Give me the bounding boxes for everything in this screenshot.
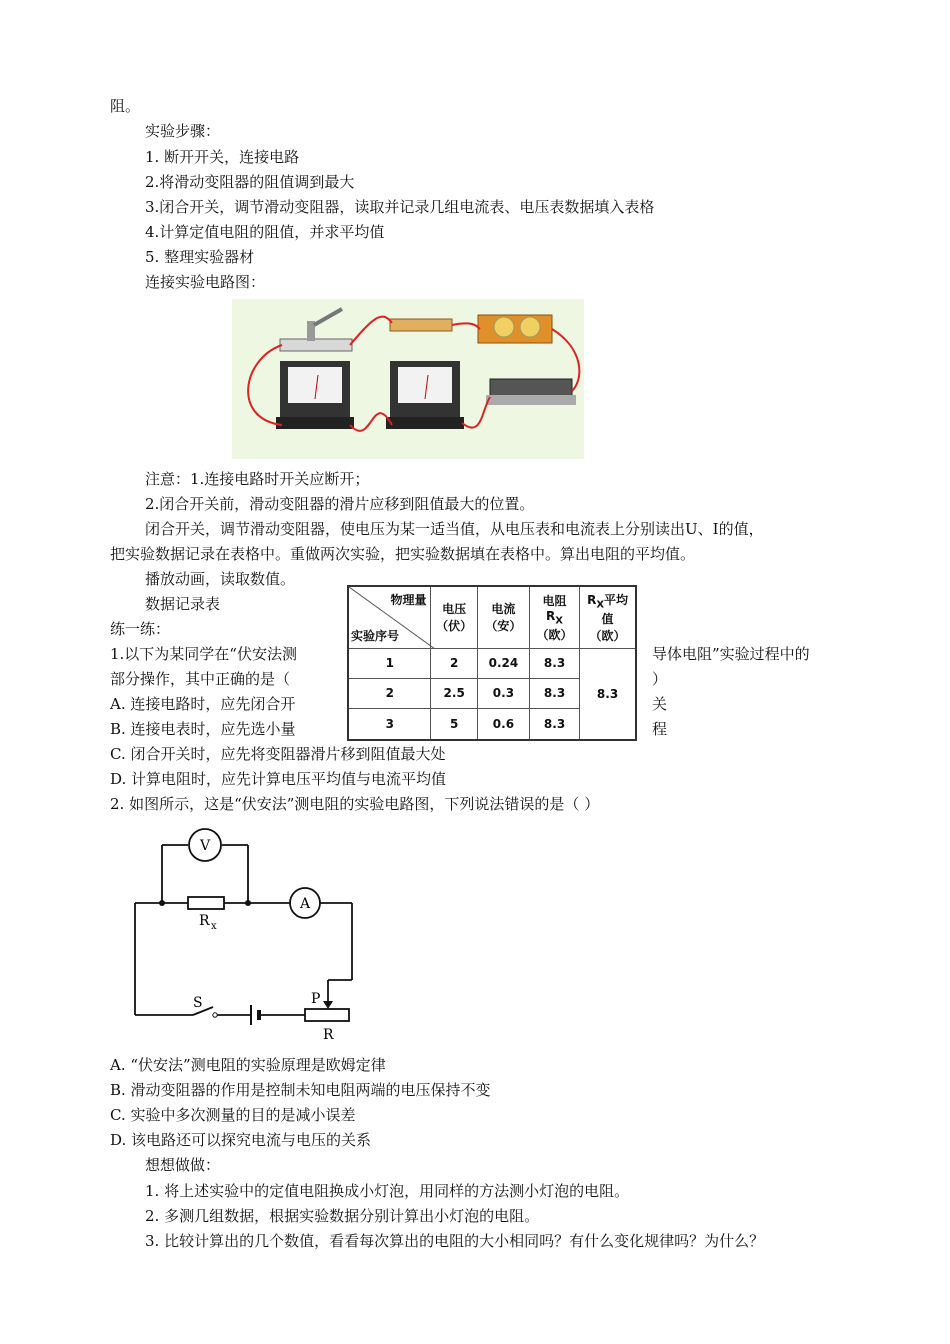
text-line: 1. 将上述实验中的定值电阻换成小灯泡，用同样的方法测小灯泡的电阻。 [145, 1182, 630, 1200]
cell-resistance: 8.3 [529, 709, 579, 740]
text-line: 5. 整理实验器材 [145, 248, 255, 266]
text-line: 程 [652, 720, 668, 738]
header-current: 电流 （安） [477, 586, 529, 648]
text-line: ） [652, 670, 668, 688]
corner-label-bottom: 实验序号 [351, 628, 400, 643]
text-line: 想想做做： [145, 1156, 221, 1174]
option-b: B. 滑动变阻器的作用是控制未知电阻两端的电压保持不变 [110, 1081, 491, 1099]
ammeter-label: A [299, 896, 311, 912]
header-avg-sub: X [596, 598, 605, 610]
text-line: 阻。 [110, 97, 141, 115]
cell-current: 0.3 [477, 678, 529, 708]
text-line: 2.将滑动变阻器的阻值调到最大 [145, 173, 355, 191]
cell-voltage: 2.5 [431, 678, 477, 708]
header-res-symbol: R [546, 608, 556, 623]
text-line: 1.以下为某同学在“伏安法测 [110, 645, 297, 663]
cell-current: 0.24 [477, 648, 529, 678]
slider-label: P [311, 991, 321, 1007]
rx-label: R [199, 913, 210, 929]
text-line: 导体电阻”实验过程中的 [652, 645, 810, 663]
cell-resistance: 8.3 [529, 678, 579, 708]
header-average [580, 586, 636, 648]
header-res-label: 电阻 [542, 593, 567, 608]
text-line: 闭合开关，调节滑动变阻器，使电压为某一适当值，从电压表和电流表上分别读出U、I的值， [145, 520, 764, 538]
cell-index: 2 [348, 678, 431, 708]
apparatus-image [232, 299, 584, 459]
option-c: C. 闭合开关时，应先将变阻器滑片移到阻值最大处 [110, 745, 446, 763]
cell-average: 8.3 [580, 648, 636, 740]
corner-header-cell [348, 586, 431, 648]
option-a: A. “伏安法”测电阻的实验原理是欧姆定律 [110, 1056, 386, 1074]
header-res-unit: （欧） [536, 627, 573, 642]
text-line: 1. 断开开关，连接电路 [145, 148, 300, 166]
cell-index: 1 [348, 648, 431, 678]
option-d: D. 计算电阻时，应先计算电压平均值与电流平均值 [110, 770, 447, 788]
header-voltage: 电压 （伏） [431, 586, 477, 648]
text-line: 播放动画，读取数值。 [145, 570, 296, 588]
header-resistance [529, 586, 579, 648]
text-line: 把实验数据记录在表格中。重做两次实验，把实验数据填在表格中。算出电阻的平均值。 [110, 545, 696, 563]
cell-voltage: 5 [431, 709, 477, 740]
circuit-diagram [125, 825, 365, 1045]
rheostat-label: R [323, 1027, 334, 1043]
option-a: A. 连接电路时，应先闭合开 [110, 695, 296, 713]
text-line: 3.闭合开关，调节滑动变阻器，读取并记录几组电流表、电压表数据填入表格 [145, 198, 655, 216]
rx-subscript: x [211, 921, 217, 932]
text-line: 注意：1.连接电路时开关应断开； [145, 470, 370, 488]
cell-index: 3 [348, 709, 431, 740]
text-line: 4.计算定值电阻的阻值，并求平均值 [145, 223, 385, 241]
option-c: C. 实验中多次测量的目的是减小误差 [110, 1106, 356, 1124]
header-avg-symbol: R [587, 592, 597, 607]
header-avg-label: 平均 [604, 592, 629, 607]
voltmeter-label: V [199, 838, 211, 854]
text-line: 连接实验电路图： [145, 273, 266, 291]
question-2: 2. 如图所示，这是“伏安法”测电阻的实验电路图，下列说法错误的是（ ） [110, 795, 600, 813]
text-line: 部分操作，其中正确的是（ [110, 670, 291, 688]
table-row [348, 648, 636, 678]
cell-voltage: 2 [431, 648, 477, 678]
cell-resistance: 8.3 [529, 648, 579, 678]
text-line: 练一练： [110, 620, 171, 638]
header-avg-label2: 值 [601, 611, 614, 626]
header-res-sub: X [555, 614, 564, 626]
text-line: 数据记录表 [145, 595, 221, 613]
option-d: D. 该电路还可以探究电流与电压的关系 [110, 1131, 372, 1149]
cell-current: 0.6 [477, 709, 529, 740]
switch-label: S [193, 995, 203, 1011]
header-avg-unit: （欧） [589, 628, 626, 643]
corner-label-top: 物理量 [390, 593, 427, 607]
text-line: 2.闭合开关前，滑动变阻器的滑片应移到阻值最大的位置。 [145, 495, 535, 513]
apparatus-drawing [232, 299, 584, 459]
text-line: 3. 比较计算出的几个数值，看看每次算出的电阻的大小相同吗？有什么变化规律吗？为什么？ [145, 1232, 765, 1250]
text-line: 实验步骤： [145, 122, 221, 140]
text-line: 2. 多测几组数据，根据实验数据分别计算出小灯泡的电阻。 [145, 1207, 540, 1225]
option-b: B. 连接电表时，应先选小量 [110, 720, 296, 738]
data-record-table [347, 585, 637, 741]
text-line: 关 [652, 695, 668, 713]
